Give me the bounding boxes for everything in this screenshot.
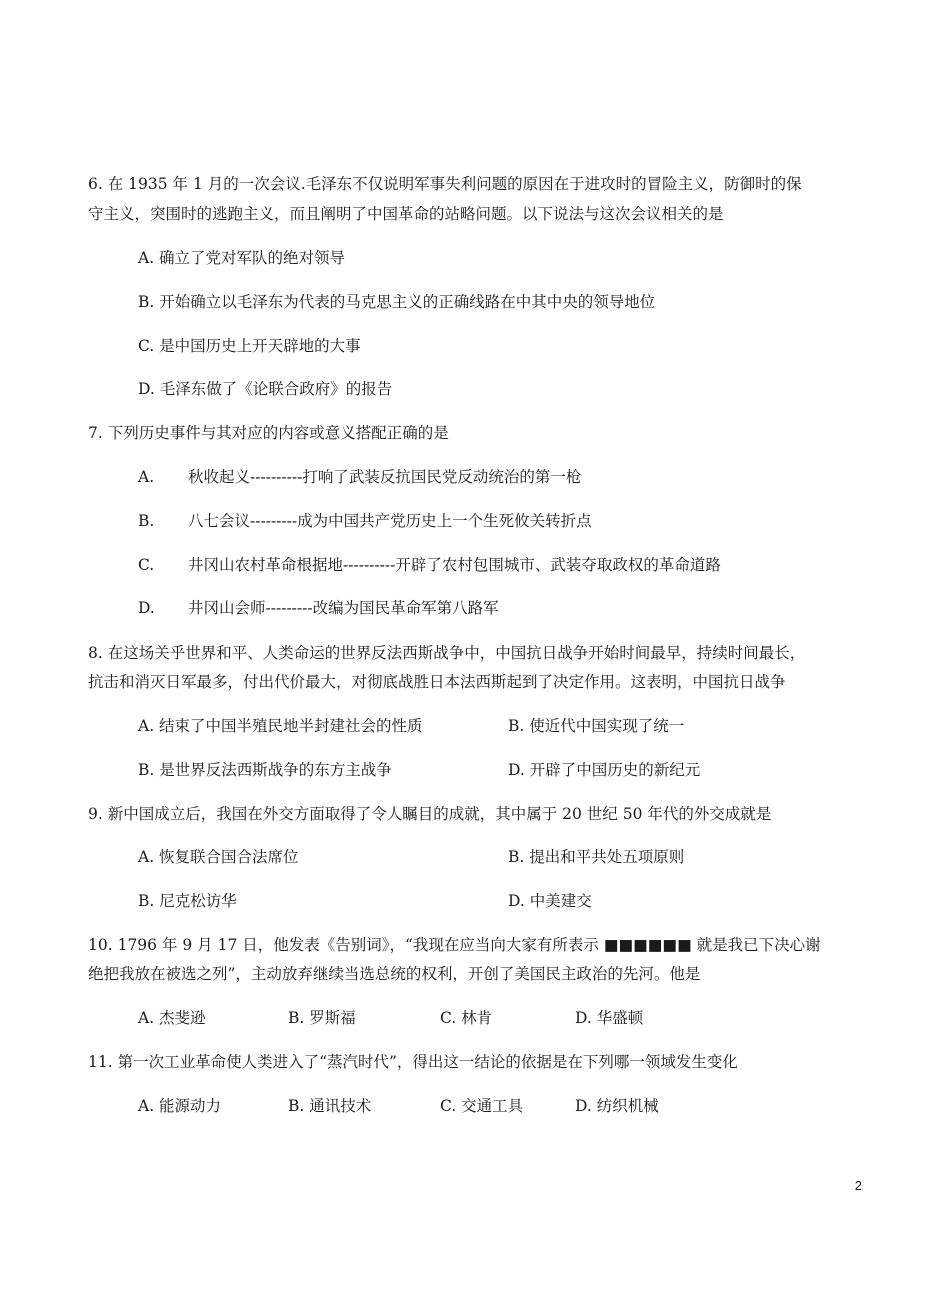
q7-option-a-letter: A.: [138, 468, 155, 486]
q7-option-d-letter: D.: [138, 599, 155, 617]
q6-option-d: D. 毛泽东做了《论联合政府》的报告: [138, 380, 393, 398]
page-number: 2: [854, 1178, 862, 1193]
q11-option-a: A. 能源动力: [138, 1097, 222, 1115]
q9-option-d: D. 中美建交: [508, 892, 592, 910]
q8-line-2: 抗击和消灭日军最多，付出代价最大，对彻底战胜日本法西斯起到了决定作用。这表明，中国抗日战争: [88, 673, 786, 691]
q8-line-1: 8. 在这场关乎世界和平、人类命运的世界反法西斯战争中，中国抗日战争开始时间最早，持续时间最长，: [88, 644, 806, 662]
q11-option-b: B. 通讯技术: [288, 1097, 372, 1115]
q9-option-c: B. 尼克松访华: [138, 892, 237, 910]
q10-option-d: D. 华盛顿: [575, 1009, 644, 1027]
q6-option-a: A. 确立了党对军队的绝对领导: [138, 249, 346, 267]
q9-option-b: B. 提出和平共处五项原则: [508, 848, 685, 866]
q10-line-1: 10. 1796 年 9 月 17 日，他发表《告别词》，“我现在应当向大家有所表示 ■■■■■■ 就是我已下决心谢: [88, 936, 821, 954]
q7-option-b-text: 八七会议---------成为中国共产党历史上一个生死攸关转折点: [188, 512, 592, 530]
q6-option-c: C. 是中国历史上开天辟地的大事: [138, 337, 361, 355]
q11-line-1: 11. 第一次工业革命使人类进入了“蒸汽时代”，得出这一结论的依据是在下列哪一领域发生变化: [88, 1053, 738, 1071]
q8-option-b: B. 使近代中国实现了统一: [508, 717, 685, 735]
q7-option-c-letter: C.: [138, 556, 155, 574]
q10-option-c: C. 林肯: [440, 1009, 493, 1027]
q8-option-a: A. 结束了中国半殖民地半封建社会的性质: [138, 717, 423, 735]
q6-option-b: B. 开始确立以毛泽东为代表的马克思主义的正确线路在中其中央的领导地位: [138, 293, 656, 311]
q6-line-1: 6. 在 1935 年 1 月的一次会议.毛泽东不仅说明军事失利问题的原因在于进攻时的冒险主义，防御时的保: [88, 175, 802, 193]
q11-option-d: D. 纺织机械: [575, 1097, 659, 1115]
q10-option-a: A. 杰斐逊: [138, 1009, 206, 1027]
q7-option-b-letter: B.: [138, 512, 155, 530]
q7-line-1: 7. 下列历史事件与其对应的内容或意义搭配正确的是: [88, 424, 449, 442]
q8-option-d: D. 开辟了中国历史的新纪元: [508, 761, 701, 779]
q7-option-d-text: 井冈山会师---------改编为国民革命军第八路军: [188, 599, 499, 617]
q9-line-1: 9. 新中国成立后，我国在外交方面取得了令人瞩目的成就，其中属于 20 世纪 50 年代的外交成就是: [88, 805, 772, 823]
q8-option-c: B. 是世界反法西斯战争的东方主战争: [138, 761, 392, 779]
q7-option-a-text: 秋收起义----------打响了武装反抗国民党反动统治的第一枪: [188, 468, 582, 486]
q6-line-2: 守主义，突围时的逃跑主义，而且阐明了中国革命的站略问题。以下说法与这次会议相关的是: [88, 205, 724, 223]
q7-option-c-text: 井冈山农村革命根据地----------开辟了农村包围城市、武装夺取政权的革命道路: [188, 556, 721, 574]
q11-option-c: C. 交通工具: [440, 1097, 524, 1115]
q9-option-a: A. 恢复联合国合法席位: [138, 848, 299, 866]
q10-option-b: B. 罗斯福: [288, 1009, 356, 1027]
q10-line-2: 绝把我放在被选之列”，主动放弃继续当选总统的权利，开创了美国民主政治的先河。他是: [88, 965, 701, 983]
